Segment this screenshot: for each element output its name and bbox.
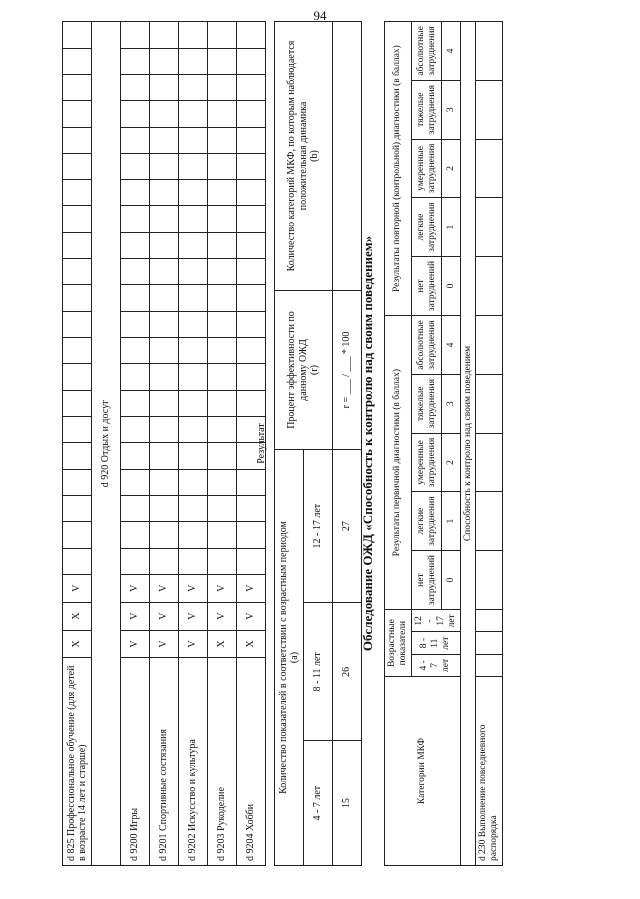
empty-cell [150,469,179,495]
age-col-3: 12 - 17 лет [411,610,460,632]
repeat-level-4: абсолютные затруднения [411,22,442,81]
empty-cell [150,522,179,548]
cell [476,550,503,609]
empty-cell [179,232,208,258]
empty-cell [208,522,237,548]
empty-cell [150,495,179,521]
primary-score-2: 2 [442,433,460,492]
empty-cell [208,153,237,179]
primary-level-2: умеренные затруднения [411,433,442,492]
empty-cell [179,153,208,179]
empty-cell [121,495,150,521]
cell [476,374,503,433]
empty-cell [150,206,179,232]
primary-level-1: легкие затруднения [411,492,442,551]
empty-cell [150,548,179,574]
empty-cell [179,206,208,232]
empty-cell [179,48,208,74]
result-table [274,21,362,866]
empty-cell [121,522,150,548]
age-group-3: 12 - 17 лет [304,450,333,603]
section-label: d 920 Отдых и досуг [92,22,121,866]
empty-cell [150,101,179,127]
empty-cell [121,285,150,311]
empty-cell [179,338,208,364]
mark-cell: X [63,602,92,630]
mark-cell: V [179,602,208,630]
empty-cell [63,311,92,337]
empty-cell [63,74,92,100]
section-title: Обследование ОЖД «Способность к контролю над своим поведением» [360,235,375,652]
primary-level-3: тяжелые затруднения [411,374,442,433]
empty-cell [150,390,179,416]
empty-cell [121,364,150,390]
cell [476,492,503,551]
mark-cell: V [150,574,179,602]
empty-cell [208,101,237,127]
activity-row [179,22,208,866]
empty-cell [179,443,208,469]
age-group-1: 4 - 7 лет [304,741,333,866]
cell [476,654,503,676]
empty-cell [121,180,150,206]
empty-cell [208,338,237,364]
empty-cell [63,417,92,443]
mark-cell: X [208,630,237,658]
empty-cell [208,74,237,100]
cell [476,632,503,654]
mark-cell: V [237,574,266,602]
page-number: 94 [313,8,327,23]
empty-cell [179,364,208,390]
empty-cell [208,259,237,285]
empty-cell [63,522,92,548]
repeat-score-4: 4 [442,22,460,81]
empty-cell [121,206,150,232]
empty-cell [63,259,92,285]
empty-cell [63,22,92,49]
empty-cell [63,338,92,364]
activity-label: d 9204 Хобби [237,658,266,866]
empty-cell [150,443,179,469]
age-col-2: 8 - 11 лет [411,632,460,654]
age-col-1: 4 - 7 лет [411,654,460,676]
mark-cell: V [121,630,150,658]
formula: r = ___ / ___ * 100 [333,291,362,450]
section-row [92,22,121,866]
rotated-sheet [62,21,570,866]
cell [476,198,503,257]
count-3: 27 [333,450,362,603]
activity-label: d 825 Профессиональное обучение (для детей в возрасте 14 лет и старше) [63,658,92,866]
cell [476,22,503,81]
empty-cell [121,22,150,49]
empty-cell [208,180,237,206]
empty-cell [208,495,237,521]
mark-cell: V [179,630,208,658]
empty-cell [208,417,237,443]
mark-cell: V [237,602,266,630]
activity-label: d 9201 Спортивные состязания [150,658,179,866]
empty-cell [63,390,92,416]
empty-cell [208,548,237,574]
empty-cell [208,364,237,390]
empty-cell [121,469,150,495]
empty-cell [121,417,150,443]
empty-cell [179,311,208,337]
activity-row [63,22,92,866]
empty-cell [208,285,237,311]
empty-cell [208,48,237,74]
empty-cell [121,127,150,153]
subsection-row: Способность к контролю над своим поведением [460,22,476,866]
empty-cell [63,206,92,232]
empty-cell [121,74,150,100]
cell [476,139,503,198]
empty-cell [179,469,208,495]
activity-label: d 9200 Игры [121,658,150,866]
primary-score-0: 0 [442,550,460,609]
primary-level-4: абсолютные затруднения [411,316,442,375]
repeat-level-3: тяжелые затруднения [411,80,442,139]
col-b-header: Количество категорий МКФ, по которым наблюдается положительная динамика (b) [275,22,333,291]
col-a-header: Количество показателей в соответствии с возрастным периодом (а) [275,450,304,866]
repeat-score-0: 0 [442,256,460,315]
empty-cell [179,127,208,153]
activity-label: d 9202 Искусство и культура [179,658,208,866]
primary-header: Результаты первичной диагностики (в баллах) [385,316,412,610]
mark-cell: V [179,574,208,602]
mark-cell: V [208,574,237,602]
col-r-header: Процент эффективности по данному ОЖД (r) [275,291,333,450]
mark-cell: V [63,574,92,602]
cell [476,80,503,139]
empty-cell [208,22,237,49]
cell [476,433,503,492]
empty-cell [121,311,150,337]
repeat-level-2: умеренные затруднения [411,139,442,198]
cell [476,316,503,375]
empty-cell [150,311,179,337]
empty-cell [63,548,92,574]
empty-cell [63,127,92,153]
mark-cell: V [150,602,179,630]
empty-cell [121,443,150,469]
mark-cell: X [63,630,92,658]
category-header: Категории МКФ [385,677,461,866]
behavior-control-table [384,21,503,866]
empty-cell [179,495,208,521]
empty-cell [121,338,150,364]
empty-cell [179,22,208,49]
primary-score-3: 3 [442,374,460,433]
empty-cell [179,74,208,100]
empty-cell [179,548,208,574]
empty-cell [150,48,179,74]
empty-cell [150,22,179,49]
empty-cell [121,232,150,258]
empty-cell [63,469,92,495]
empty-cell [63,285,92,311]
repeat-level-1: легкие затруднения [411,198,442,257]
mark-cell: V [150,630,179,658]
repeat-score-3: 3 [442,80,460,139]
count-2: 26 [333,603,362,741]
empty-cell [121,548,150,574]
empty-cell [63,364,92,390]
row-d230-label: d 230 Выполнение повседневного распорядка [476,677,503,866]
empty-cell [179,180,208,206]
empty-cell [150,364,179,390]
empty-cell [150,338,179,364]
empty-cell [63,443,92,469]
empty-cell [121,101,150,127]
empty-cell [121,48,150,74]
b-value [333,22,362,291]
empty-cell [150,285,179,311]
empty-cell [179,522,208,548]
empty-cell [63,48,92,74]
empty-cell [179,417,208,443]
primary-score-1: 1 [442,492,460,551]
primary-score-4: 4 [442,316,460,375]
repeat-level-0: нет затруднений [411,256,442,315]
empty-cell [63,495,92,521]
activity-row [121,22,150,866]
cell [476,256,503,315]
empty-cell [121,153,150,179]
result-title: Результат [256,423,267,464]
empty-cell [150,127,179,153]
empty-cell [121,390,150,416]
age-header: Возрастные показатели [385,610,412,677]
empty-cell [150,180,179,206]
empty-cell [121,259,150,285]
primary-level-0: нет затруднений [411,550,442,609]
mark-cell: V [208,602,237,630]
empty-cell [208,127,237,153]
empty-cell [179,285,208,311]
empty-cell [150,74,179,100]
count-1: 15 [333,741,362,866]
empty-cell [179,101,208,127]
activity-row [150,22,179,866]
empty-cell [63,232,92,258]
activity-label: d 9203 Рукоделие [208,658,237,866]
mark-cell: X [237,630,266,658]
empty-cell [150,417,179,443]
activities-table [62,21,266,866]
empty-cell [63,153,92,179]
age-group-2: 8 - 11 лет [304,603,333,741]
mark-cell: V [121,602,150,630]
empty-cell [150,153,179,179]
mark-cell: V [121,574,150,602]
empty-cell [208,311,237,337]
empty-cell [63,180,92,206]
empty-cell [208,469,237,495]
cell [476,610,503,632]
activity-row [208,22,237,866]
empty-cell [208,206,237,232]
empty-cell [150,259,179,285]
empty-cell [63,101,92,127]
empty-cell [150,232,179,258]
empty-cell [208,443,237,469]
repeat-score-2: 2 [442,139,460,198]
empty-cell [208,232,237,258]
repeat-header: Результаты повторной (контрольной) диагностики (в баллах) [385,22,412,316]
empty-cell [179,259,208,285]
repeat-score-1: 1 [442,198,460,257]
empty-cell [208,390,237,416]
empty-cell [179,390,208,416]
